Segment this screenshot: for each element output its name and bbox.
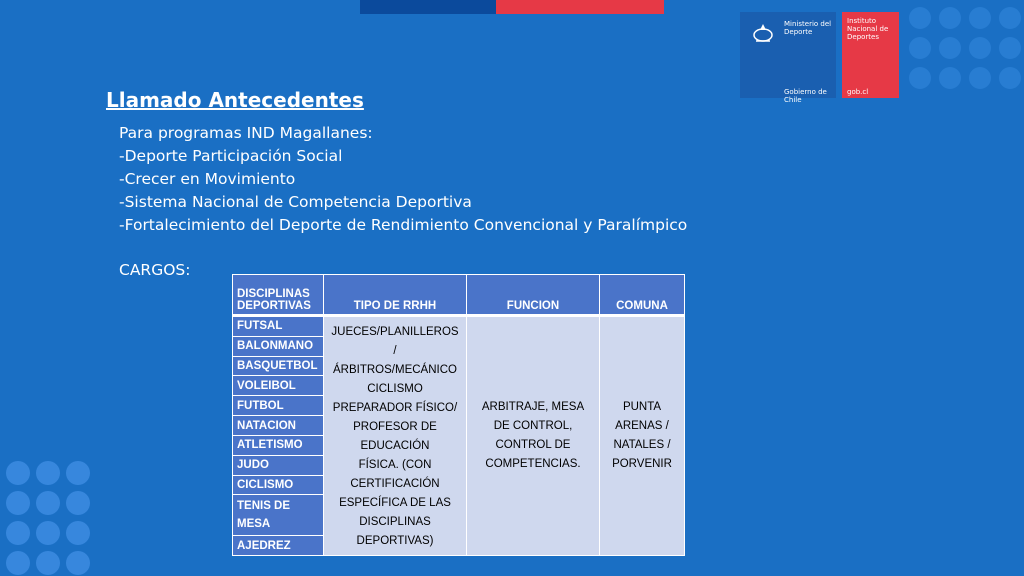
ministerio-line2: Deporte [784,28,813,36]
top-accent-bar-red [496,0,664,14]
table-header-row [233,275,685,316]
tipo-line: JUECES/PLANILLEROS / [331,326,459,357]
tipo-line: EDUCACIÓN [360,440,430,452]
disciplina-cell: BALONMANO [233,336,324,356]
header-disciplinas-line2: DEPORTIVAS [237,300,311,312]
disciplina-cell: FUTSAL [233,316,324,337]
cargos-label: CARGOS: [119,261,191,279]
chile-seal-icon [750,22,776,44]
funcion-line: DE CONTROL, [493,420,573,432]
comuna-cell [600,316,685,556]
intro-line: -Fortalecimiento del Deporte de Rendimiento Convencional y Paralímpico [119,216,688,234]
comuna-line: NATALES / [613,439,671,451]
instituto-name [847,17,888,41]
tipo-line: CERTIFICACIÓN [350,478,440,490]
tipo-line: ESPECÍFICA DE LAS [339,497,451,509]
header-comuna: COMUNA [600,275,685,316]
intro-line: -Deporte Participación Social [119,147,343,165]
instituto-line2: Nacional de [847,25,889,33]
cargos-table [232,274,685,556]
disciplina-cell: NATACION [233,416,324,436]
tipo-line: DEPORTIVAS) [356,535,434,547]
tipo-line: PROFESOR DE [353,421,437,433]
comuna-line: PORVENIR [612,458,672,470]
disciplina-cell: CICLISMO [233,475,324,495]
decorative-drops-bottom [0,455,100,576]
decorative-drops-top [906,0,1024,100]
ministerio-line1: Ministerio del [784,20,832,28]
header-disciplinas-line1: DISCIPLINAS [237,288,310,300]
funcion-line: ARBITRAJE, MESA [481,401,585,413]
gobierno-footer: Gobierno de Chile [784,88,827,104]
tipo-line: CICLISMO [367,383,423,395]
disciplina-cell: BASQUETBOL [233,356,324,376]
ministerio-logo [740,12,836,104]
gob-footer: gob.cl [847,88,869,96]
header-tipo: TIPO DE RRHH [324,275,467,316]
disciplina-cell: ATLETISMO [233,435,324,455]
header-funcion: FUNCION [467,275,600,316]
disciplina-cell: TENIS DE MESA [233,495,324,536]
tipo-line: FÍSICA. (CON [358,459,432,471]
top-accent-bar-blue [360,0,496,14]
tipo-line: ÁRBITROS/MECÁNICO [333,364,457,376]
tipo-line: DISCIPLINAS [359,516,431,528]
intro-line: -Crecer en Movimiento [119,170,296,188]
disciplina-cell: AJEDREZ [233,536,324,556]
page-title: Llamado Antecedentes [106,88,364,112]
intro-line: -Sistema Nacional de Competencia Deportiva [119,193,472,211]
comuna-line: ARENAS / [615,420,669,432]
instituto-logo [842,12,899,98]
ministerio-name [784,20,831,36]
tipo-rrhh-cell [324,316,467,556]
table-row [233,316,685,337]
funcion-line: CONTROL DE [495,439,571,451]
comuna-line: PUNTA [622,401,662,413]
intro-list [119,122,687,237]
intro-line: Para programas IND Magallanes: [119,124,373,142]
disciplina-cell: FUTBOL [233,396,324,416]
instituto-line3: Deportes [847,33,879,41]
instituto-line1: Instituto [847,17,877,25]
tipo-line: PREPARADOR FÍSICO/ [332,402,458,414]
funcion-line: COMPETENCIAS. [485,458,581,470]
header-disciplinas [233,275,324,316]
disciplina-cell: VOLEIBOL [233,376,324,396]
disciplina-cell: JUDO [233,455,324,475]
funcion-cell [467,316,600,556]
